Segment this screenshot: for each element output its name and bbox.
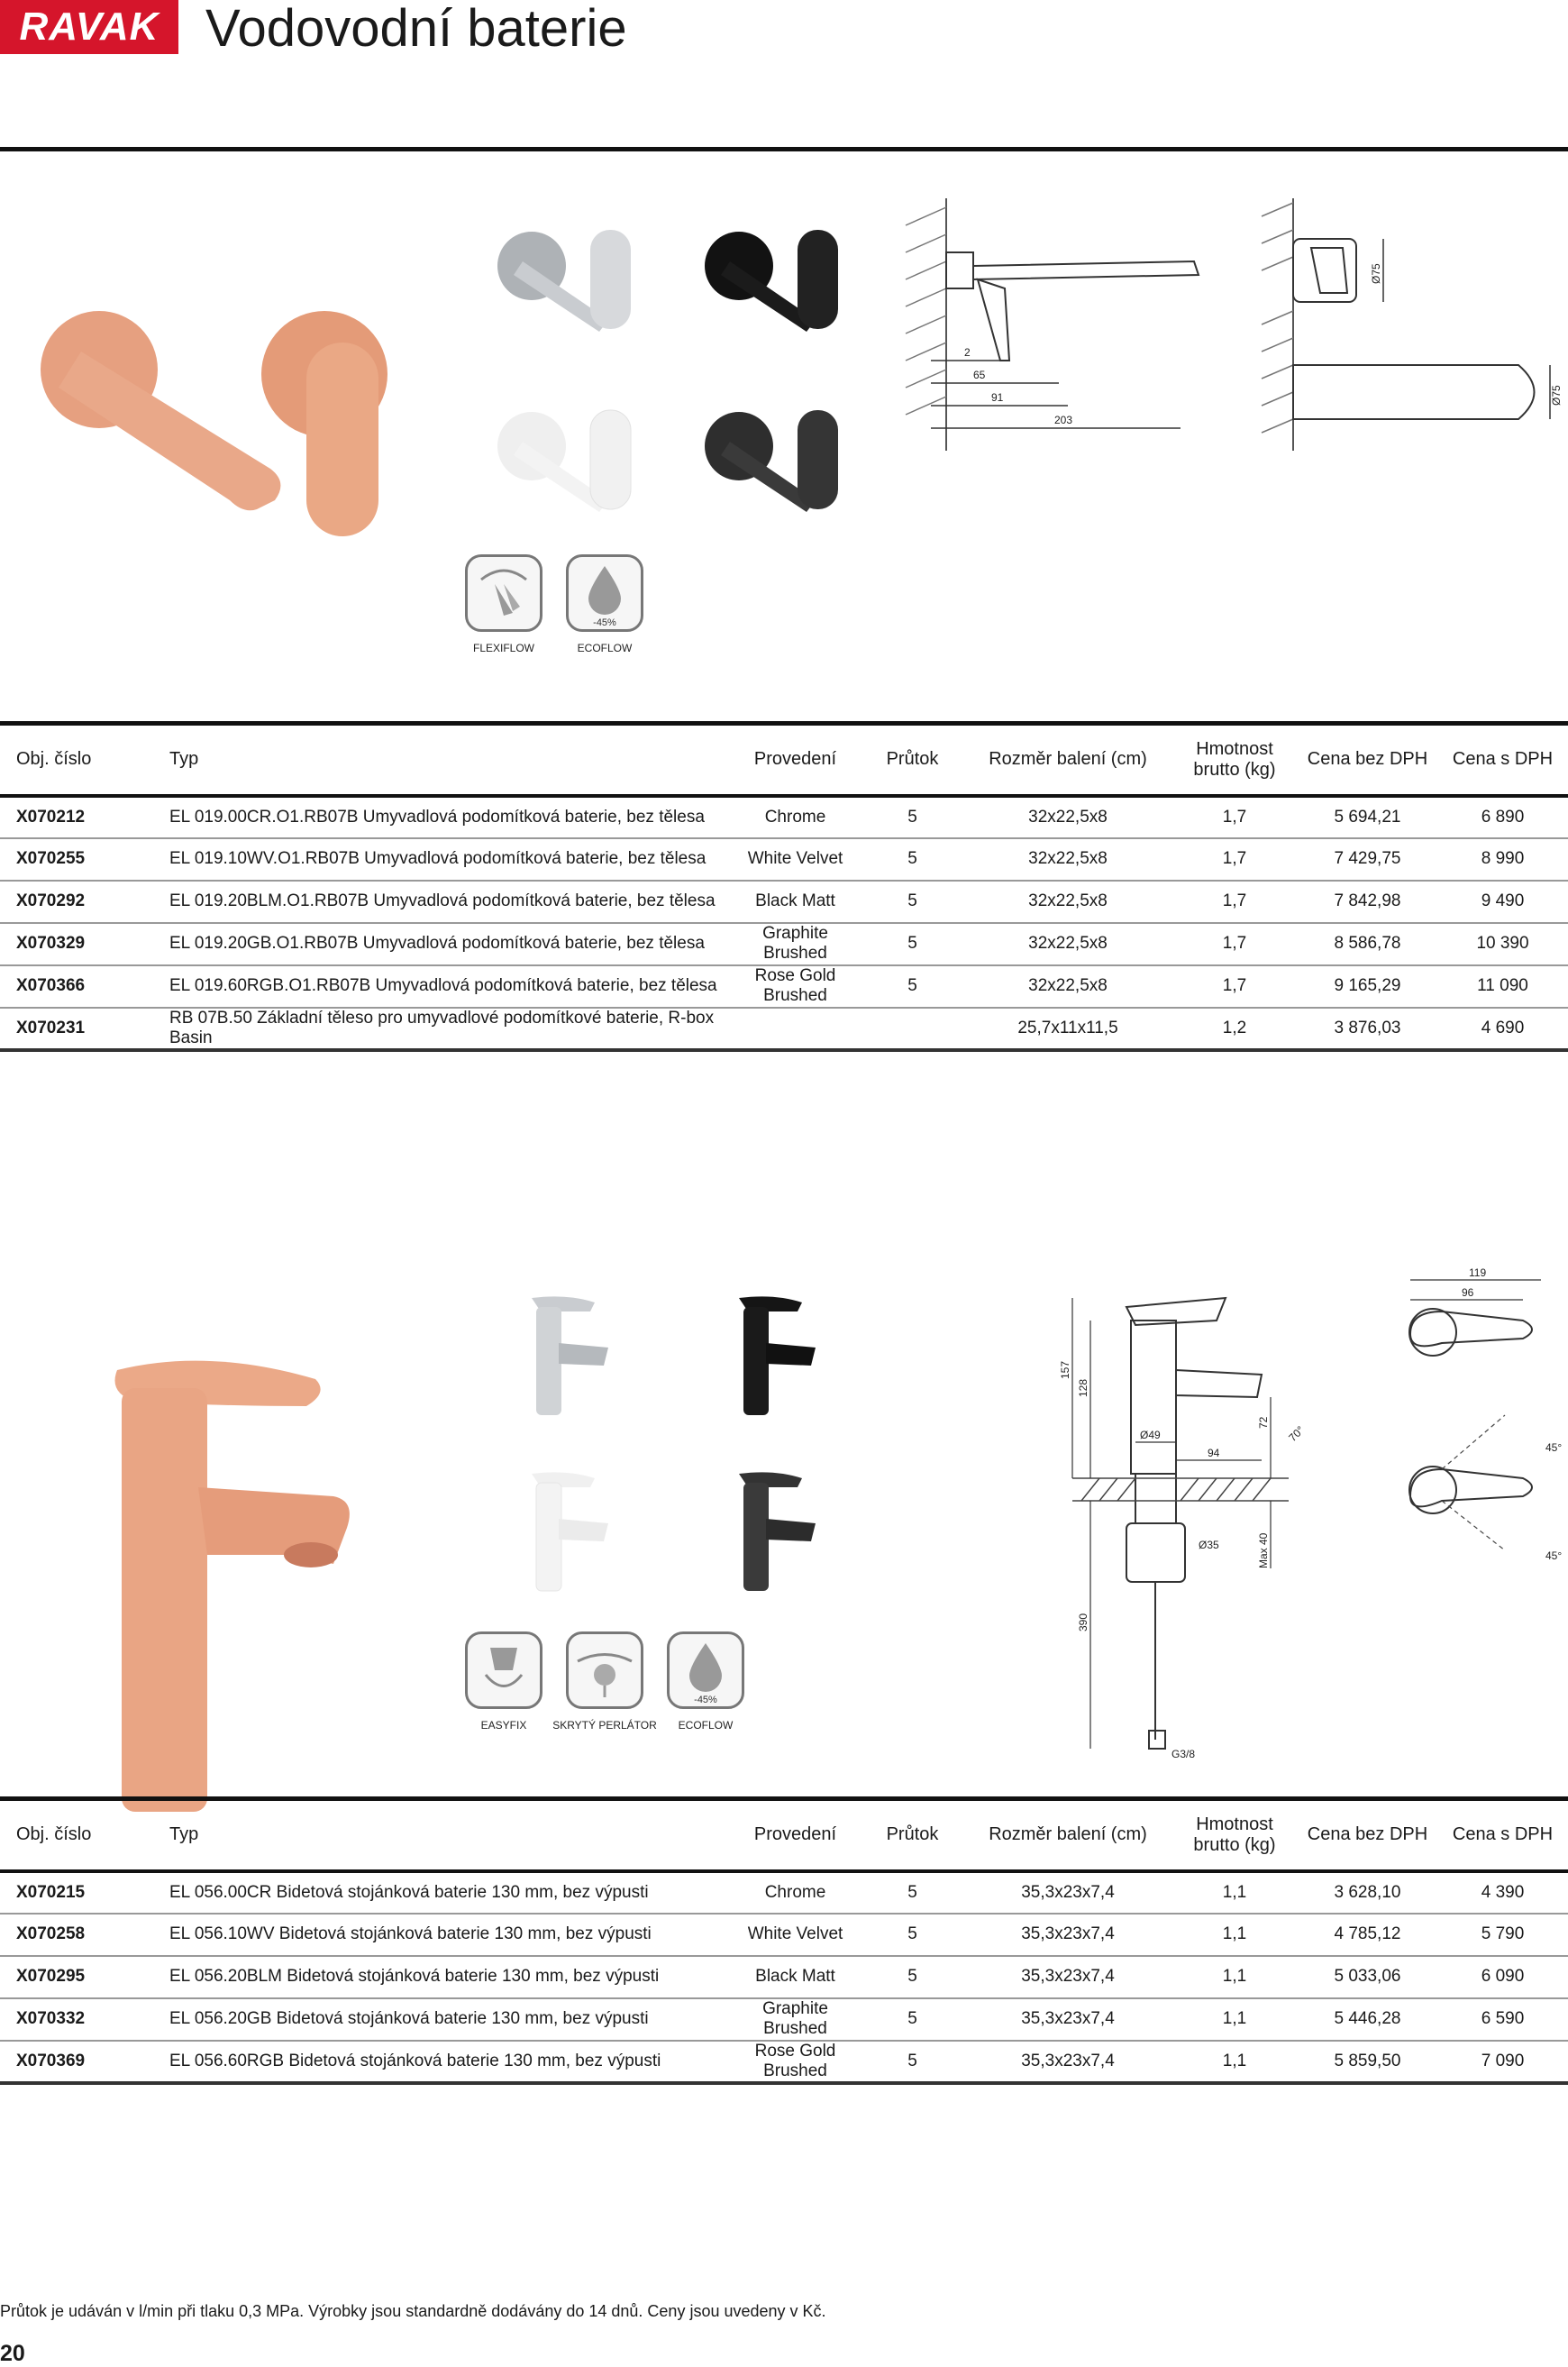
table-row — [0, 2041, 1568, 2083]
cell-price-no-vat: 4 785,12 — [1298, 1914, 1437, 1956]
cell-price-vat: 6 590 — [1437, 1998, 1568, 2041]
col-header: Rozměr balení (cm) — [989, 1824, 1147, 1845]
cell-weight: 1,1 — [1171, 2041, 1298, 2083]
cell-weight: 1,7 — [1171, 881, 1298, 923]
cell-obj-number: X070212 — [0, 796, 162, 838]
cell-package-size: 35,3x23x7,4 — [964, 2041, 1171, 2083]
page-number: 20 — [0, 2341, 25, 2366]
cell-type: EL 056.10WV Bidetová stojánková baterie 130 mm, bez výpusti — [162, 1914, 730, 1956]
dim-label: 45° — [1545, 1549, 1563, 1562]
table-header-row — [0, 724, 1568, 796]
cell-price-no-vat: 7 429,75 — [1298, 838, 1437, 881]
cell-price-vat: 4 390 — [1437, 1871, 1568, 1914]
cell-type: RB 07B.50 Základní těleso pro umyvadlové podomítkové baterie, R-box Basin — [162, 1008, 730, 1050]
dim-label: 203 — [1054, 414, 1073, 426]
col-header: Hmotnost brutto (kg) — [1193, 1814, 1276, 1855]
black-bidet-variant-image — [730, 1293, 829, 1420]
cell-package-size: 35,3x23x7,4 — [964, 1956, 1171, 1998]
cell-weight: 1,1 — [1171, 1914, 1298, 1956]
cell-weight: 1,1 — [1171, 1998, 1298, 2041]
col-header: Průtok — [886, 1824, 939, 1845]
dim-label: 96 — [1462, 1286, 1474, 1299]
cell-weight: 1,7 — [1171, 796, 1298, 838]
graphite-bidet-variant-image — [730, 1469, 829, 1595]
table-row — [0, 1956, 1568, 1998]
col-header: Cena s DPH — [1452, 1824, 1554, 1845]
cell-flow: 5 — [861, 2041, 964, 2083]
dim-label: 91 — [991, 391, 1004, 404]
cell-weight: 1,7 — [1171, 923, 1298, 965]
cell-obj-number: X070255 — [0, 838, 162, 881]
cell-weight: 1,7 — [1171, 838, 1298, 881]
cell-finish: Black Matt — [730, 1956, 861, 1998]
cell-finish: Chrome — [730, 796, 861, 838]
cell-price-vat: 7 090 — [1437, 2041, 1568, 2083]
cell-type: EL 019.20GB.O1.RB07B Umyvadlová podomítková baterie, bez tělesa — [162, 923, 730, 965]
cell-package-size: 32x22,5x8 — [964, 881, 1171, 923]
cell-weight: 1,1 — [1171, 1871, 1298, 1914]
graphite-faucet-variant-image — [703, 406, 847, 523]
cell-flow: 5 — [861, 881, 964, 923]
cell-price-no-vat: 5 859,50 — [1298, 2041, 1437, 2083]
cell-weight: 1,2 — [1171, 1008, 1298, 1050]
product-table-2 — [0, 1796, 1568, 2085]
col-header: Cena s DPH — [1452, 749, 1554, 770]
dim-label: G3/8 — [1171, 1748, 1196, 1760]
cell-obj-number: X070215 — [0, 1871, 162, 1914]
cell-package-size: 32x22,5x8 — [964, 838, 1171, 881]
cell-type: EL 056.20BLM Bidetová stojánková baterie 130 mm, bez výpusti — [162, 1956, 730, 1998]
cell-finish — [730, 1008, 861, 1050]
ecoflow-icon — [566, 554, 643, 632]
cell-finish: Rose Gold Brushed — [730, 2041, 861, 2083]
col-header: Rozměr balení (cm) — [989, 749, 1147, 770]
cell-flow: 5 — [861, 1871, 964, 1914]
col-header: Provedení — [753, 1824, 837, 1845]
cell-type: EL 019.60RGB.O1.RB07B Umyvadlová podomítková baterie, bez tělesa — [162, 965, 730, 1008]
ecoflow-badge: -45% — [593, 617, 616, 628]
ecoflow-icon — [667, 1631, 744, 1709]
cell-flow: 5 — [861, 923, 964, 965]
col-header: Typ — [169, 1824, 199, 1845]
dim-label: Ø49 — [1140, 1429, 1161, 1441]
cell-price-no-vat: 5 694,21 — [1298, 796, 1437, 838]
wall-faucet-technical-drawing — [897, 189, 1568, 460]
dim-label: 65 — [973, 369, 986, 381]
col-header: Provedení — [753, 749, 837, 770]
col-header: Obj. číslo — [16, 1824, 92, 1845]
feature-label: ECOFLOW — [678, 1719, 734, 1732]
cell-type: EL 019.00CR.O1.RB07B Umyvadlová podomítková baterie, bez tělesa — [162, 796, 730, 838]
cell-flow: 5 — [861, 796, 964, 838]
dim-label: 70° — [1286, 1423, 1307, 1445]
feature-label: FLEXIFLOW — [472, 642, 534, 654]
cell-package-size: 35,3x23x7,4 — [964, 1998, 1171, 2041]
cell-finish: Chrome — [730, 1871, 861, 1914]
cell-type: EL 056.00CR Bidetová stojánková baterie 130 mm, bez výpusti — [162, 1871, 730, 1914]
cell-obj-number: X070332 — [0, 1998, 162, 2041]
dim-label: 2 — [964, 346, 971, 359]
cell-type: EL 056.60RGB Bidetová stojánková baterie 130 mm, bez výpusti — [162, 2041, 730, 2083]
cell-price-no-vat: 9 165,29 — [1298, 965, 1437, 1008]
product-table-1 — [0, 721, 1568, 1052]
col-header: Hmotnost brutto (kg) — [1193, 738, 1276, 780]
cell-price-vat: 4 690 — [1437, 1008, 1568, 1050]
dim-label: Max 40 — [1257, 1532, 1270, 1568]
dim-label: 128 — [1077, 1378, 1089, 1397]
cell-price-no-vat: 7 842,98 — [1298, 881, 1437, 923]
cell-flow: 5 — [861, 838, 964, 881]
cell-package-size: 35,3x23x7,4 — [964, 1871, 1171, 1914]
cell-obj-number: X070329 — [0, 923, 162, 965]
dim-label: Ø75 — [1550, 385, 1563, 406]
cell-price-vat: 8 990 — [1437, 838, 1568, 881]
col-header: Cena bez DPH — [1307, 1824, 1428, 1845]
chrome-faucet-variant-image — [496, 225, 640, 343]
cell-package-size: 32x22,5x8 — [964, 796, 1171, 838]
white-faucet-variant-image — [496, 406, 640, 523]
table-row — [0, 1871, 1568, 1914]
cell-price-vat: 9 490 — [1437, 881, 1568, 923]
table-row — [0, 881, 1568, 923]
page-title: Vodovodní baterie — [205, 0, 627, 58]
table-row — [0, 965, 1568, 1008]
rose-gold-bidet-faucet-image — [99, 1352, 369, 1821]
cell-price-no-vat: 5 446,28 — [1298, 1998, 1437, 2041]
cell-obj-number: X070369 — [0, 2041, 162, 2083]
black-faucet-variant-image — [703, 225, 847, 343]
cell-flow — [861, 1008, 964, 1050]
dim-label: Ø75 — [1370, 263, 1382, 284]
cell-price-no-vat: 3 628,10 — [1298, 1871, 1437, 1914]
cell-obj-number: X070366 — [0, 965, 162, 1008]
cell-type: EL 056.20GB Bidetová stojánková baterie 130 mm, bez výpusti — [162, 1998, 730, 2041]
cell-price-vat: 6 890 — [1437, 796, 1568, 838]
cell-price-vat: 11 090 — [1437, 965, 1568, 1008]
cell-flow: 5 — [861, 1956, 964, 1998]
header-divider — [0, 147, 1568, 151]
table-row — [0, 1998, 1568, 2041]
dim-label: Ø35 — [1199, 1539, 1219, 1551]
chrome-bidet-variant-image — [523, 1293, 622, 1420]
cell-weight: 1,7 — [1171, 965, 1298, 1008]
cell-finish: Black Matt — [730, 881, 861, 923]
cell-finish: Rose Gold Brushed — [730, 965, 861, 1008]
dim-label: 119 — [1469, 1266, 1487, 1279]
col-header: Typ — [169, 749, 199, 770]
cell-package-size: 32x22,5x8 — [964, 923, 1171, 965]
cell-type: EL 019.10WV.O1.RB07B Umyvadlová podomítková baterie, bez tělesa — [162, 838, 730, 881]
cell-finish: White Velvet — [730, 838, 861, 881]
cell-finish: Graphite Brushed — [730, 923, 861, 965]
table-header-row — [0, 1799, 1568, 1871]
hidden-aerator-icon — [566, 1631, 643, 1709]
cell-finish: White Velvet — [730, 1914, 861, 1956]
cell-price-no-vat: 3 876,03 — [1298, 1008, 1437, 1050]
cell-obj-number: X070231 — [0, 1008, 162, 1050]
feature-label: SKRYTÝ PERLÁTOR — [552, 1719, 657, 1732]
brand-logo-text: RAVAK — [19, 5, 160, 49]
dim-label: 72 — [1257, 1416, 1270, 1429]
easyfix-icon — [465, 1631, 542, 1709]
col-header: Cena bez DPH — [1307, 749, 1428, 770]
cell-price-no-vat: 8 586,78 — [1298, 923, 1437, 965]
cell-price-vat: 5 790 — [1437, 1914, 1568, 1956]
footnote: Průtok je udáván v l/min při tlaku 0,3 MPa. Výrobky jsou standardně dodávány do 14 dnů. Ceny jsou uvedeny v Kč. — [0, 2302, 826, 2320]
cell-package-size: 32x22,5x8 — [964, 965, 1171, 1008]
brand-logo — [0, 0, 178, 54]
ecoflow-badge: -45% — [694, 1695, 717, 1705]
cell-obj-number: X070258 — [0, 1914, 162, 1956]
cell-price-vat: 6 090 — [1437, 1956, 1568, 1998]
col-header: Obj. číslo — [16, 749, 92, 770]
dim-label: 45° — [1545, 1441, 1563, 1454]
table-row — [0, 796, 1568, 838]
col-header: Průtok — [886, 749, 939, 770]
feature-label: ECOFLOW — [577, 642, 633, 654]
cell-weight: 1,1 — [1171, 1956, 1298, 1998]
cell-obj-number: X070295 — [0, 1956, 162, 1998]
table-row — [0, 923, 1568, 965]
table-row — [0, 1008, 1568, 1050]
feature-label: EASYFIX — [480, 1719, 527, 1732]
cell-type: EL 019.20BLM.O1.RB07B Umyvadlová podomítková baterie, bez tělesa — [162, 881, 730, 923]
dim-label: 157 — [1059, 1360, 1071, 1379]
cell-flow: 5 — [861, 965, 964, 1008]
cell-obj-number: X070292 — [0, 881, 162, 923]
flexiflow-icon — [465, 554, 542, 632]
cell-flow: 5 — [861, 1914, 964, 1956]
cell-finish: Graphite Brushed — [730, 1998, 861, 2041]
dim-label: 94 — [1208, 1447, 1220, 1459]
white-bidet-variant-image — [523, 1469, 622, 1595]
cell-package-size: 35,3x23x7,4 — [964, 1914, 1171, 1956]
cell-package-size: 25,7x11x11,5 — [964, 1008, 1171, 1050]
table-row — [0, 838, 1568, 881]
cell-flow: 5 — [861, 1998, 964, 2041]
cell-price-vat: 10 390 — [1437, 923, 1568, 965]
rose-gold-wall-faucet-image — [36, 288, 397, 550]
bidet-faucet-technical-drawing — [1000, 1262, 1568, 1767]
dim-label: 390 — [1077, 1613, 1089, 1631]
cell-price-no-vat: 5 033,06 — [1298, 1956, 1437, 1998]
table-row — [0, 1914, 1568, 1956]
